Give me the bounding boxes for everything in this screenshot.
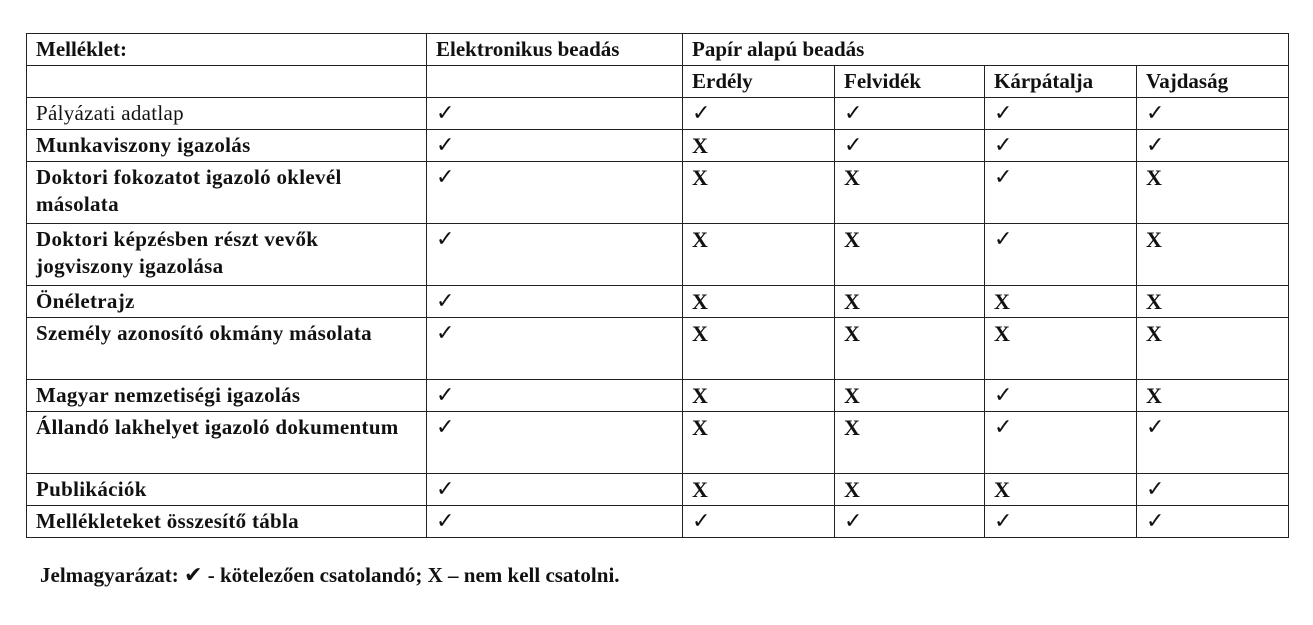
table-row xyxy=(27,318,1289,380)
table-row xyxy=(27,98,1289,130)
header-empty xyxy=(27,66,427,98)
check-icon: ✓ xyxy=(427,412,683,474)
x-mark-icon: X xyxy=(985,318,1137,380)
legend-x-text: – nem kell csatolni. xyxy=(448,563,620,587)
header-paper: Papír alapú beadás xyxy=(683,34,1289,66)
check-icon: ✓ xyxy=(427,506,683,538)
table-row xyxy=(27,224,1289,286)
x-mark-icon: X xyxy=(683,318,835,380)
x-mark-icon: X xyxy=(683,162,835,224)
x-mark-icon: X xyxy=(1137,318,1289,380)
check-icon: ✓ xyxy=(1137,98,1289,130)
x-mark-icon: X xyxy=(835,412,985,474)
check-icon: ✓ xyxy=(427,318,683,380)
attachment-table xyxy=(26,33,1289,538)
x-mark-icon: X xyxy=(985,474,1137,506)
header-region-karpatalja: Kárpátalja xyxy=(985,66,1137,98)
legend-check-text: - kötelezően csatolandó; xyxy=(207,563,423,587)
x-mark-icon: X xyxy=(683,224,835,286)
header-empty-electronic xyxy=(427,66,683,98)
legend-x-symbol: X xyxy=(427,563,443,587)
check-icon: ✓ xyxy=(985,412,1137,474)
check-icon: ✓ xyxy=(985,506,1137,538)
x-mark-icon: X xyxy=(1137,286,1289,318)
check-icon: ✓ xyxy=(427,474,683,506)
x-mark-icon: X xyxy=(1137,162,1289,224)
check-icon: ✓ xyxy=(683,98,835,130)
row-label: Munkaviszony igazolás xyxy=(27,130,427,162)
legend xyxy=(40,562,620,589)
row-label: Magyar nemzetiségi igazolás xyxy=(27,380,427,412)
check-icon: ✓ xyxy=(835,506,985,538)
check-icon: ✓ xyxy=(1137,412,1289,474)
x-mark-icon: X xyxy=(835,224,985,286)
row-label: Önéletrajz xyxy=(27,286,427,318)
x-mark-icon: X xyxy=(683,130,835,162)
check-icon: ✓ xyxy=(835,130,985,162)
table-row xyxy=(27,474,1289,506)
x-mark-icon: X xyxy=(683,412,835,474)
x-mark-icon: X xyxy=(835,286,985,318)
x-mark-icon: X xyxy=(683,380,835,412)
check-icon: ✓ xyxy=(427,286,683,318)
table-row xyxy=(27,412,1289,474)
legend-check-icon: ✔ xyxy=(184,563,203,588)
row-label: Doktori fokozatot igazoló oklevél másolata xyxy=(27,162,427,224)
row-label: Mellékleteket összesítő tábla xyxy=(27,506,427,538)
check-icon: ✓ xyxy=(427,224,683,286)
attachment-table-wrapper xyxy=(26,33,1288,538)
check-icon: ✓ xyxy=(985,380,1137,412)
row-label: Állandó lakhelyet igazoló dokumentum xyxy=(27,412,427,474)
check-icon: ✓ xyxy=(427,130,683,162)
table-row xyxy=(27,506,1289,538)
header-attachment: Melléklet: xyxy=(27,34,427,66)
attachment-table-body xyxy=(27,98,1289,538)
check-icon: ✓ xyxy=(427,98,683,130)
x-mark-icon: X xyxy=(985,286,1137,318)
table-row xyxy=(27,286,1289,318)
check-icon: ✓ xyxy=(1137,130,1289,162)
x-mark-icon: X xyxy=(683,286,835,318)
row-label: Pályázati adatlap xyxy=(27,98,427,130)
x-mark-icon: X xyxy=(1137,380,1289,412)
check-icon: ✓ xyxy=(835,98,985,130)
check-icon: ✓ xyxy=(985,224,1137,286)
x-mark-icon: X xyxy=(835,474,985,506)
x-mark-icon: X xyxy=(835,162,985,224)
header-region-felvidek: Felvidék xyxy=(835,66,985,98)
table-row xyxy=(27,162,1289,224)
row-label: Doktori képzésben részt vevők jogviszony igazolása xyxy=(27,224,427,286)
check-icon: ✓ xyxy=(985,98,1137,130)
x-mark-icon: X xyxy=(835,318,985,380)
legend-prefix: Jelmagyarázat: xyxy=(40,563,179,587)
check-icon: ✓ xyxy=(985,162,1137,224)
header-electronic: Elektronikus beadás xyxy=(427,34,683,66)
x-mark-icon: X xyxy=(835,380,985,412)
check-icon: ✓ xyxy=(427,162,683,224)
x-mark-icon: X xyxy=(1137,224,1289,286)
check-icon: ✓ xyxy=(1137,474,1289,506)
header-region-vajdasag: Vajdaság xyxy=(1137,66,1289,98)
row-label: Publikációk xyxy=(27,474,427,506)
check-icon: ✓ xyxy=(1137,506,1289,538)
check-icon: ✓ xyxy=(683,506,835,538)
check-icon: ✓ xyxy=(427,380,683,412)
header-region-erdely: Erdély xyxy=(683,66,835,98)
check-icon: ✓ xyxy=(985,130,1137,162)
row-label: Személy azonosító okmány másolata xyxy=(27,318,427,380)
table-row xyxy=(27,380,1289,412)
table-row xyxy=(27,130,1289,162)
x-mark-icon: X xyxy=(683,474,835,506)
